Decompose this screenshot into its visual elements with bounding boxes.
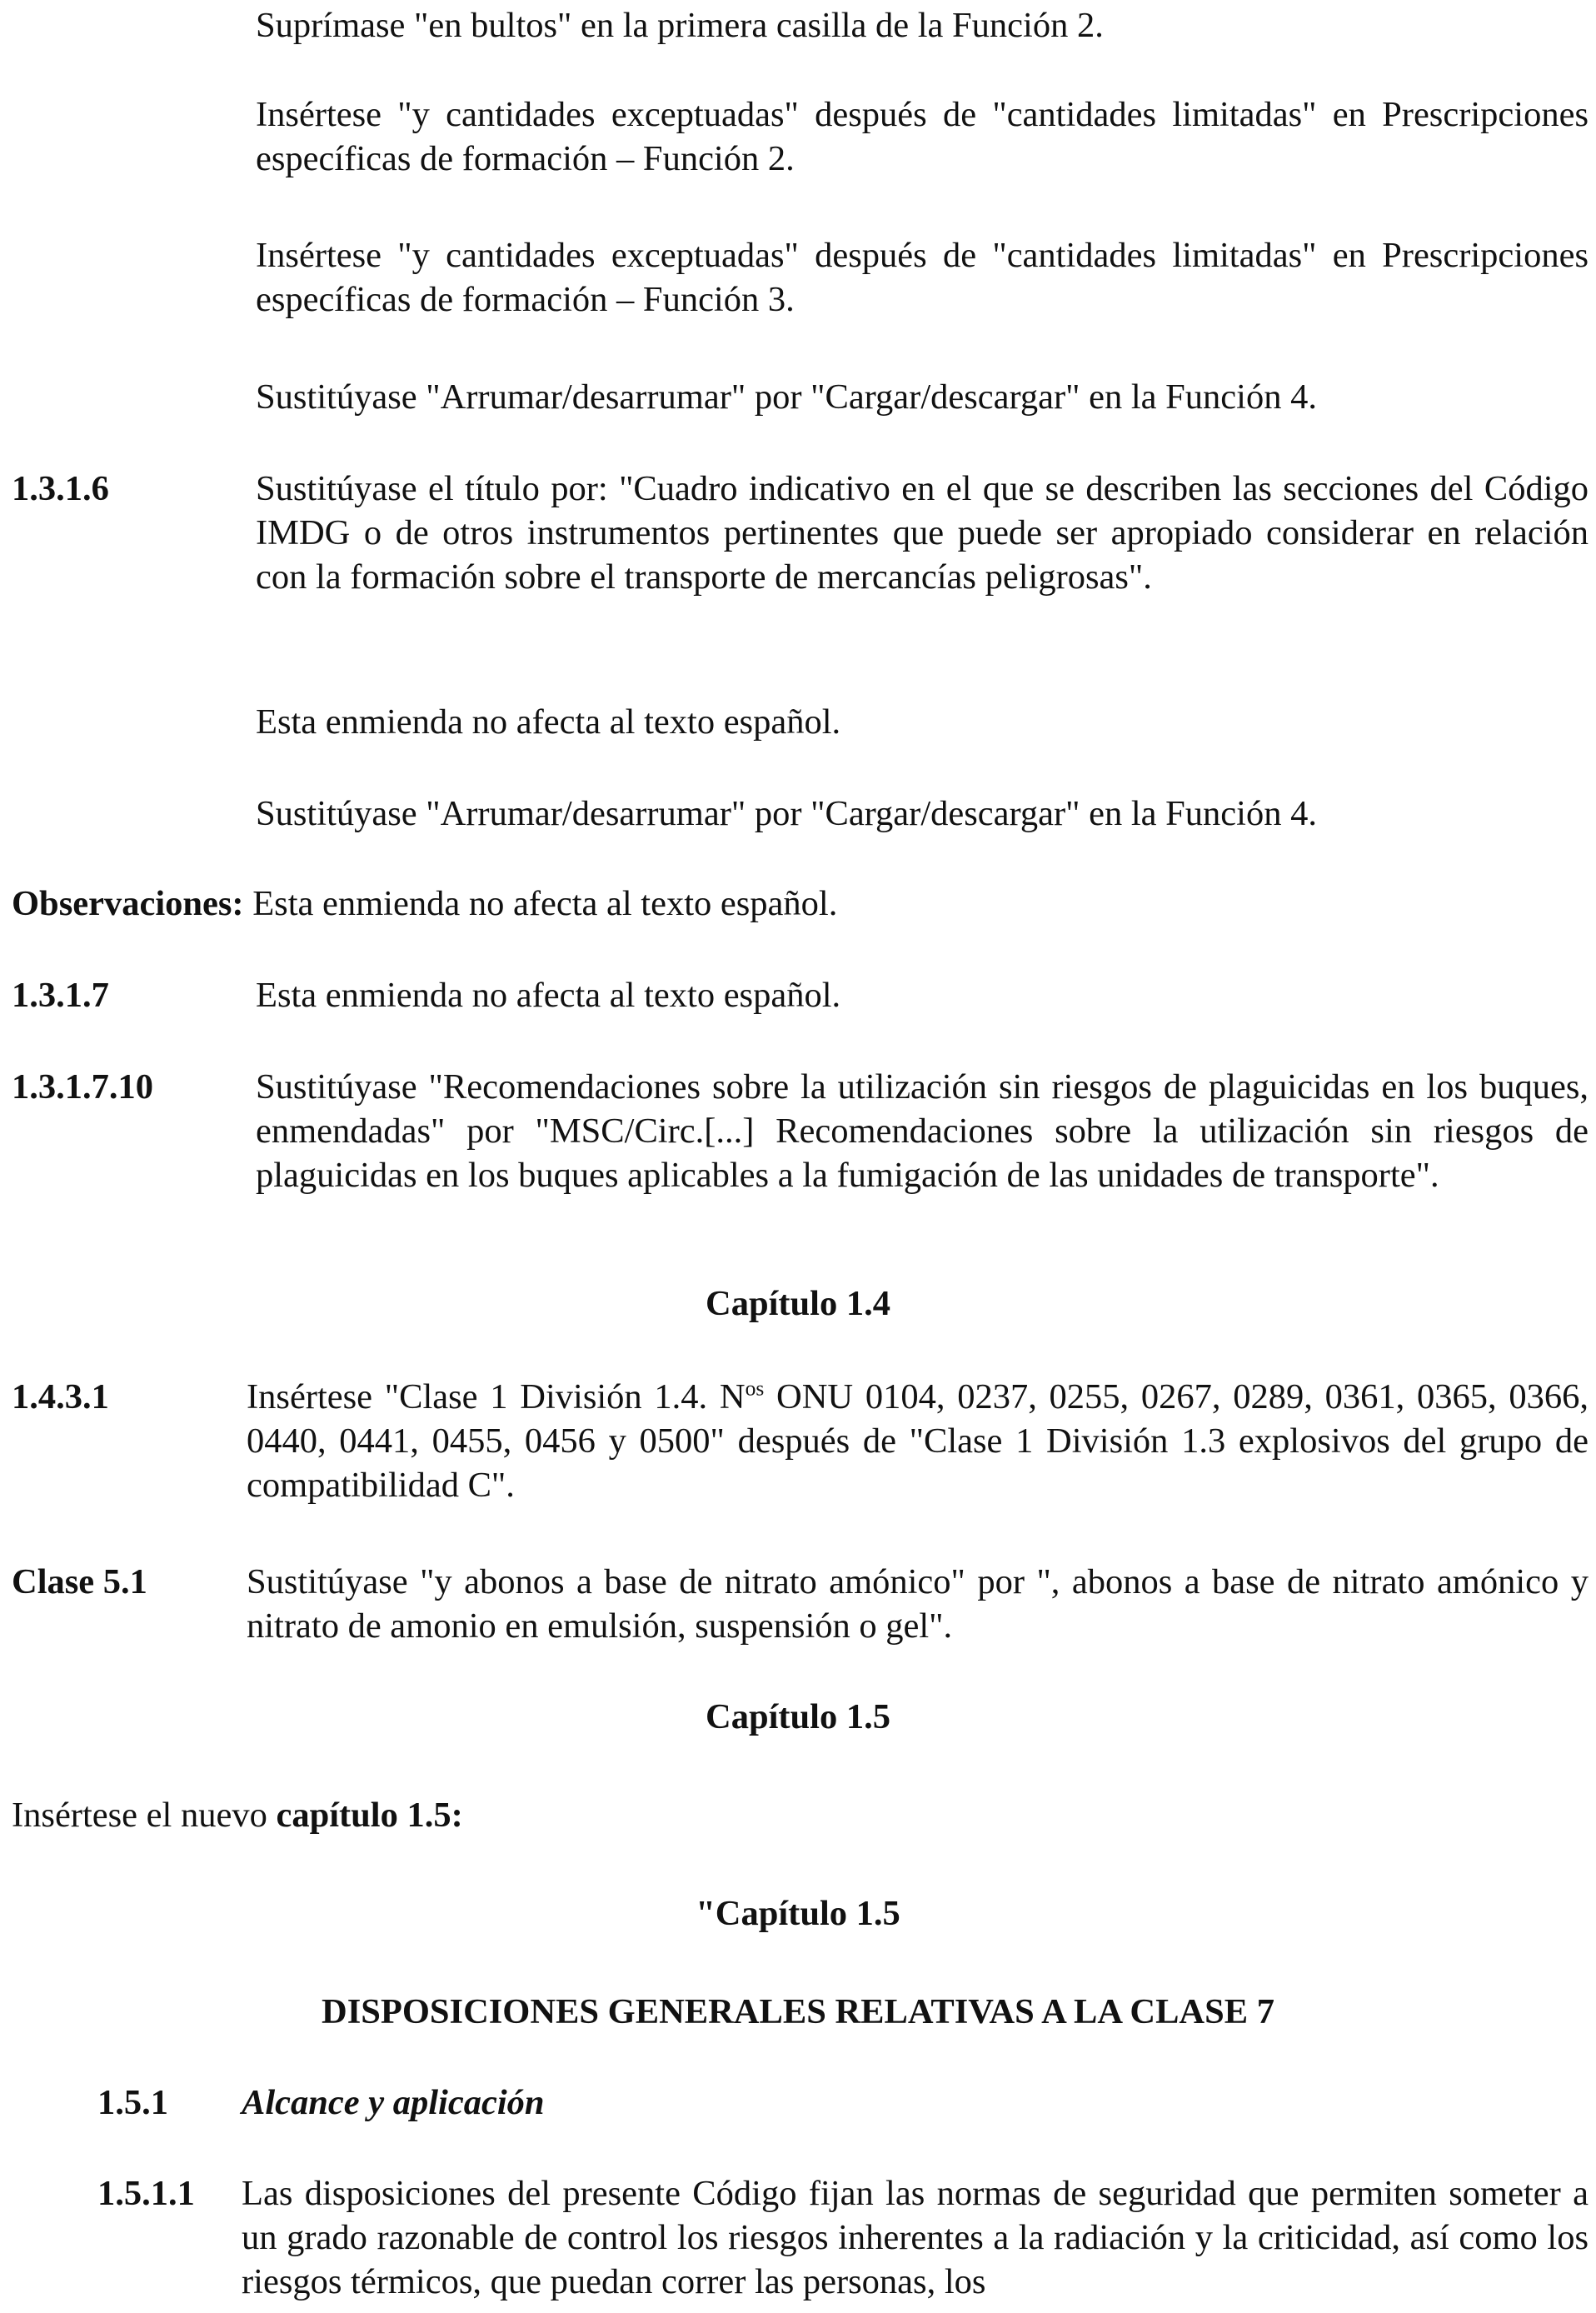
section-text-131710: Sustitúyase "Recomendaciones sobre la utilización sin riesgos de plaguicidas en los buques, enmendadas" por "MSC/Circ.[...] Recomendaciones sobre la utilización sin riesgos de plaguicidas en los buques aplicables a la fumigación de las unidades de transporte".	[256, 1067, 1589, 1195]
disposiciones-heading: DISPOSICIONES GENERALES RELATIVAS A LA CLASE 7	[322, 1992, 1274, 2031]
observaciones-label: Observaciones:	[12, 884, 244, 923]
insert-chapter-text: Insértese el nuevo	[12, 1796, 277, 1835]
section-number-1317: 1.3.1.7	[12, 976, 109, 1015]
observaciones-line	[12, 882, 1586, 926]
amendment-line-3: Insértese "y cantidades exceptuadas" después de "cantidades limitadas" en Prescripciones específicas de formación – Función 3.	[256, 236, 1589, 319]
chapter-heading-1-5-quoted: "Capítulo 1.5	[696, 1894, 900, 1933]
amendment-line-2: Insértese "y cantidades exceptuadas" después de "cantidades limitadas" en Prescripciones específicas de formación – Función 2.	[256, 95, 1589, 178]
observaciones-text: Esta enmienda no afecta al texto español.	[243, 884, 838, 923]
section-text-1316: Sustitúyase el título por: "Cuadro indicativo en el que se describen las secciones del Código IMDG o de otros instrumentos pertinentes que puede ser apropiado considerar en relación con la formación sobre el transporte de mercancías peligrosas".	[256, 469, 1589, 597]
section-title-151: Alcance y aplicación	[242, 2083, 545, 2122]
insert-chapter-line	[12, 1793, 761, 1837]
chapter-heading-1-5: Capítulo 1.5	[706, 1697, 890, 1736]
section-number-151: 1.5.1	[97, 2083, 168, 2122]
section-number-1431: 1.4.3.1	[12, 1377, 109, 1416]
section-number-clase-5-1: Clase 5.1	[12, 1562, 147, 1601]
section-note-1316: Esta enmienda no afecta al texto español.	[256, 702, 841, 742]
section-text-1317: Esta enmienda no afecta al texto español.	[256, 976, 841, 1015]
chapter-heading-1-4: Capítulo 1.4	[706, 1284, 890, 1323]
section-text-1431	[247, 1375, 1589, 1507]
section-text2-1316: Sustitúyase "Arrumar/desarrumar" por "Cargar/descargar" en la Función 4.	[256, 794, 1317, 833]
amendment-line-1: Suprímase "en bultos" en la primera casilla de la Función 2.	[256, 6, 1104, 45]
section-text-1511: Las disposiciones del presente Código fijan las normas de seguridad que permiten someter a un grado razonable de control los riesgos inherentes a la radiación y la criticidad, así como los riesgos térmicos, que puedan correr las personas, los	[242, 2174, 1589, 2301]
amendment-line-4: Sustitúyase "Arrumar/desarrumar" por "Cargar/descargar" en la Función 4.	[256, 377, 1317, 417]
section-text-1431-b: ONU 0104, 0237, 0255, 0267, 0289, 0361, 0365, 0366, 0440, 0441, 0455, 0456 y 0500" después de "Clase 1 División 1.3 explosivos del grupo de compatibilidad C".	[247, 1377, 1589, 1505]
insert-chapter-bold: capítulo 1.5:	[276, 1796, 463, 1835]
section-number-131710: 1.3.1.7.10	[12, 1067, 153, 1107]
section-text-1431-a: Insértese "Clase 1 División 1.4. N	[247, 1377, 746, 1416]
section-number-1511: 1.5.1.1	[97, 2174, 195, 2213]
section-number-1316: 1.3.1.6	[12, 469, 109, 508]
section-text-1431-sup: os	[745, 1376, 765, 1401]
section-text-clase-5-1: Sustitúyase "y abonos a base de nitrato amónico" por ", abonos a base de nitrato amónico y nitrato de amonio en emulsión, suspensión o gel".	[247, 1562, 1589, 1646]
